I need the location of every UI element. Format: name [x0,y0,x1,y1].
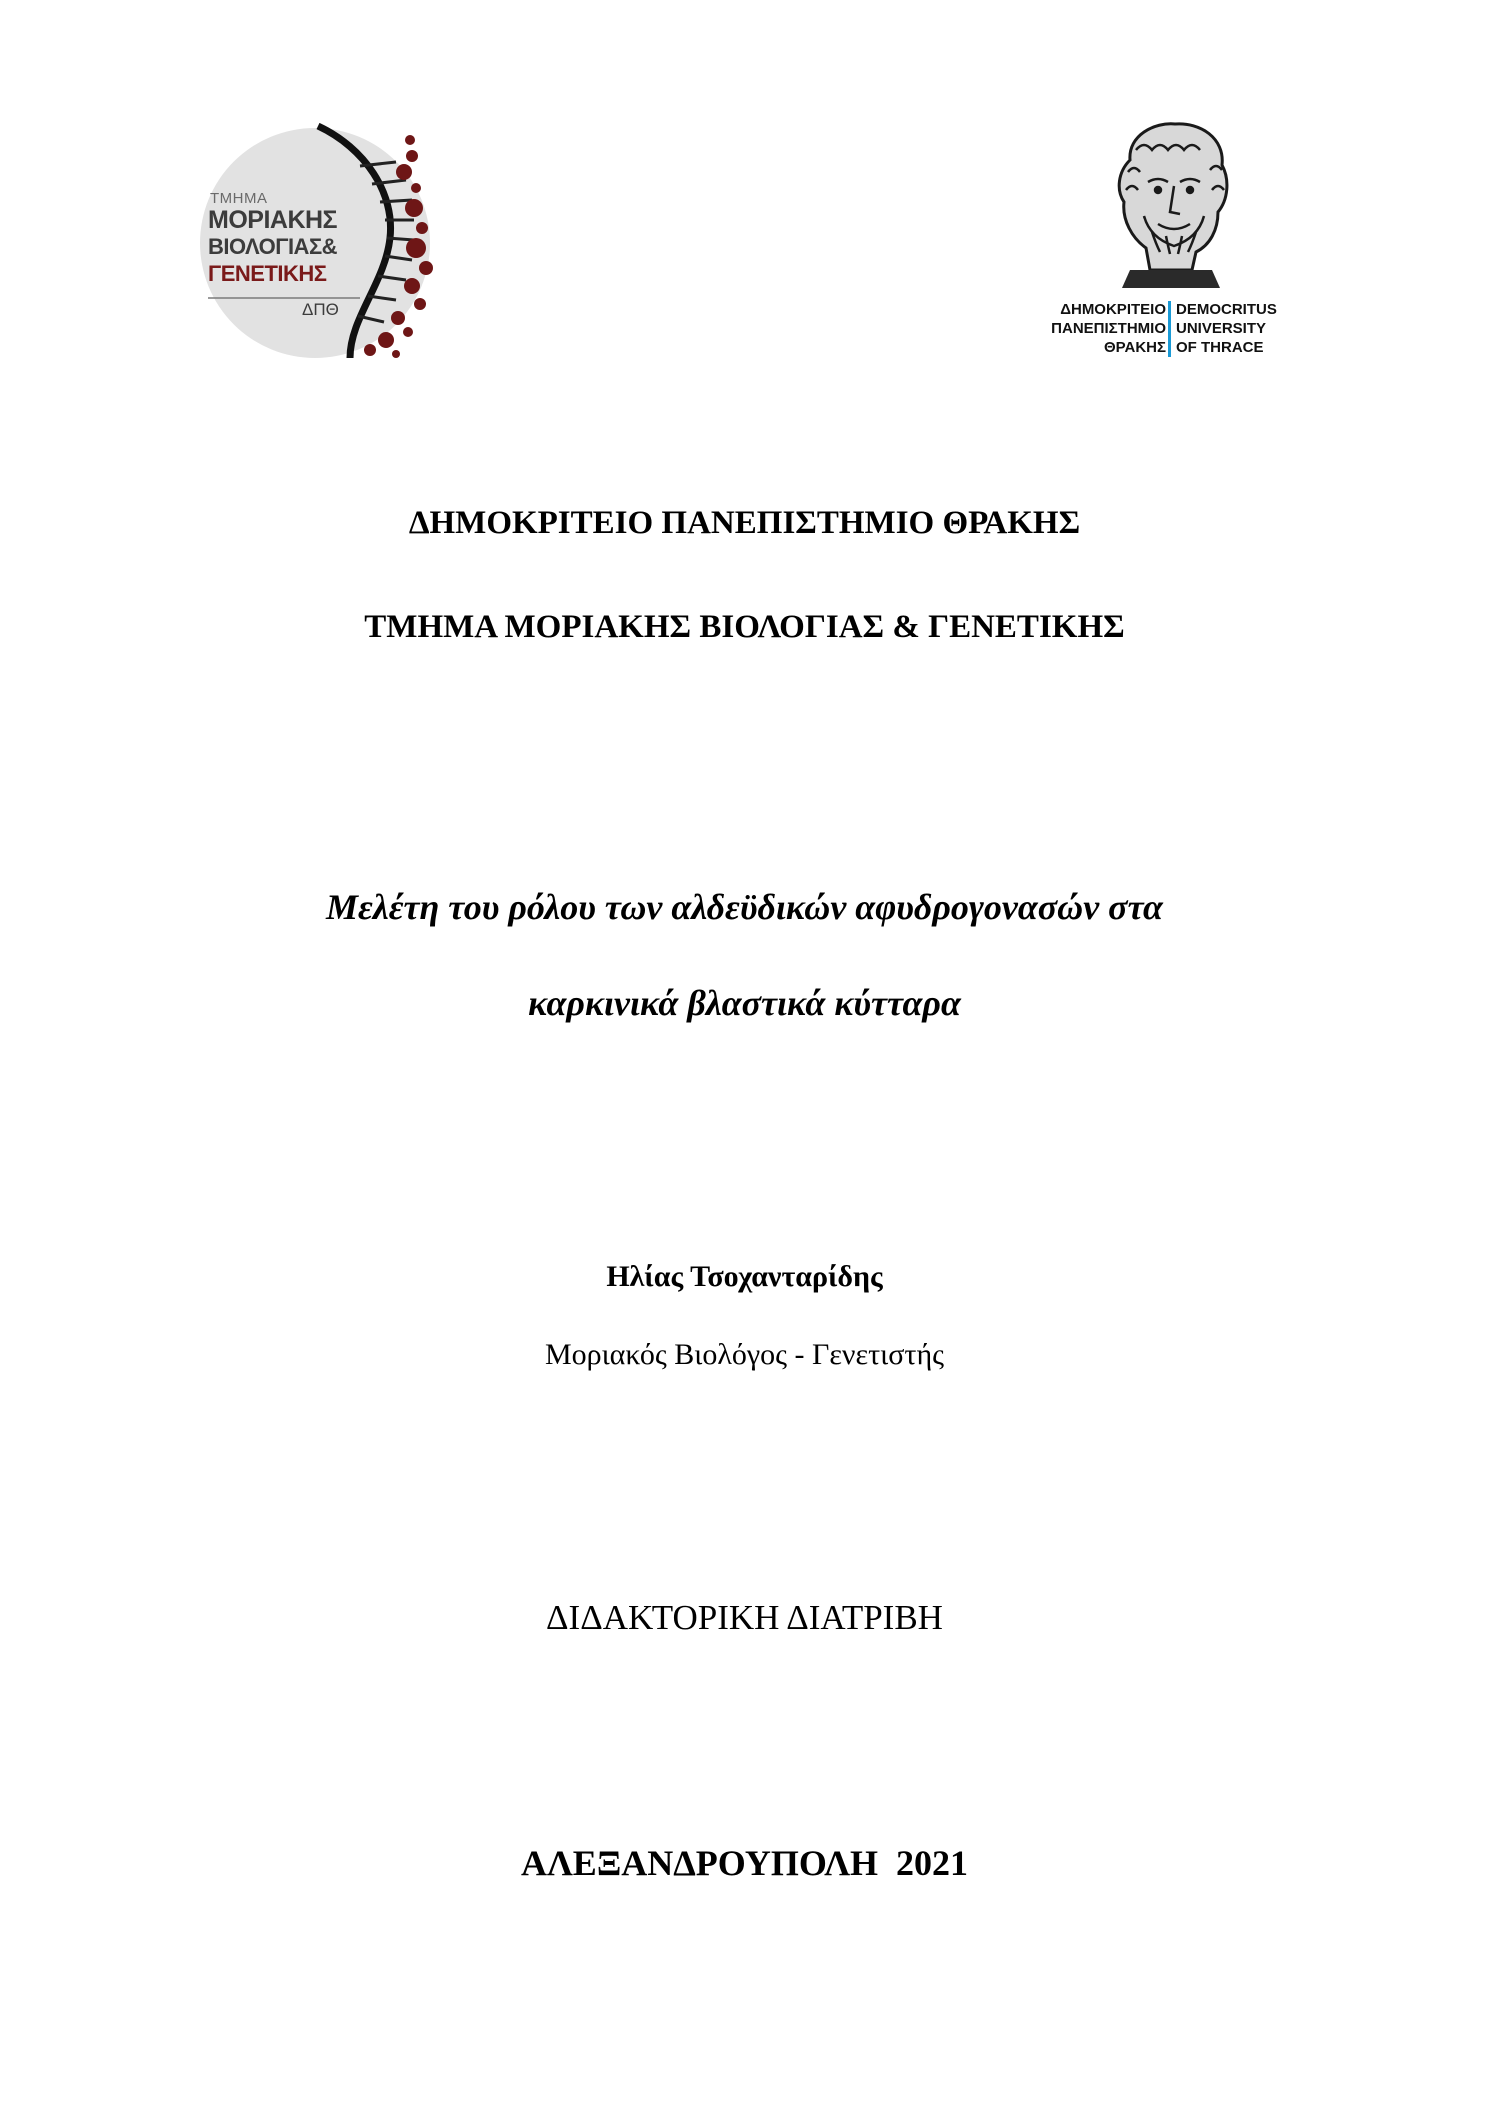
university-heading: ΔΗΜΟΚΡΙΤΕΙΟ ΠΑΝΕΠΙΣΤΗΜΙΟ ΘΡΑΚΗΣ [408,505,1081,541]
place-and-year: ΑΛΕΞΑΝΔΡΟΥΠΟΛΗ 2021 [521,1843,968,1883]
english-line-2: UNIVERSITY [1176,320,1267,337]
logo-text-small: ΤΜΗΜΑ [210,190,268,207]
logo-text-line4: ΔΠΘ [302,300,339,319]
greek-line-3: ΘΡΑΚΗΣ [1103,339,1166,356]
author-role: Μοριακός Βιολόγος - Γενετιστής [544,1338,945,1371]
english-line-1: DEMOCRITUS [1176,301,1277,318]
author-name: Ηλίας Τσοχανταρίδης [606,1260,883,1293]
thesis-title-line1: Μελέτη του ρόλου των αλδεϋδικών αφυδρογονασών στα [326,887,1163,927]
logo-divider-bar [1168,301,1171,357]
logo-text-line3: ΓΕΝΕΤΙΚΗΣ [208,261,327,286]
thesis-title-line2: καρκινικά βλαστικά κύτταρα [528,983,961,1023]
english-line-3: OF THRACE [1176,339,1264,356]
department-logo [200,118,460,368]
department-heading: ΤΜΗΜΑ ΜΟΡΙΑΚΗΣ ΒΙΟΛΟΓΙΑΣ & ΓΕΝΕΤΙΚΗΣ [364,609,1125,645]
university-name-greek [1051,300,1166,357]
document-type: ΔΙΔΑΚΤΟΡΙΚΗ ΔΙΑΤΡΙΒΗ [546,1598,943,1637]
greek-line-2: ΠΑΝΕΠΙΣΤΗΜΙΟ [1051,320,1166,337]
logo-text-line1: ΜΟΡΙΑΚΗΣ [208,206,338,234]
logo-text-line2: ΒΙΟΛΟΓΙΑΣ& [208,234,338,259]
university-name-english [1176,300,1277,357]
university-logo [1018,120,1318,370]
democritus-bust-icon [1100,120,1240,290]
greek-line-1: ΔΗΜΟΚΡΙΤΕΙΟ [1060,301,1166,318]
